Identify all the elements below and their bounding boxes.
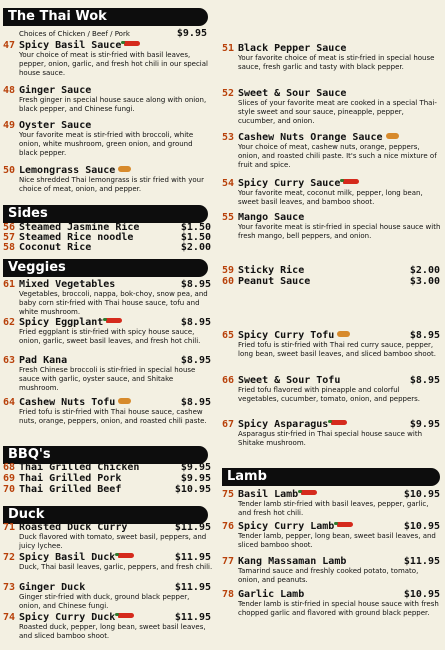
item-description: Fresh Chinese broccoli is stir-fried in special house sauce with garlic, oyster sauce, and Shitake mushroom.	[19, 366, 196, 393]
side-item-60	[222, 276, 442, 287]
menu-item-77	[222, 556, 442, 585]
item-number: 53	[222, 132, 235, 143]
menu-item-63	[3, 355, 213, 394]
cashew-icon	[386, 133, 399, 139]
menu-item-76	[222, 521, 442, 550]
menu-item-52	[222, 88, 442, 127]
chili-icon	[337, 522, 353, 527]
item-price: $9.95	[409, 419, 440, 430]
cashew-icon	[337, 331, 350, 337]
menu-item-61	[3, 279, 213, 318]
menu-item-65	[222, 330, 442, 359]
item-name: Basil Lamb	[238, 489, 299, 500]
item-name: Coconut Rice	[19, 242, 92, 253]
item-number: 50	[3, 165, 16, 176]
item-number: 60	[222, 276, 235, 287]
item-name: Ginger Duck	[19, 582, 86, 593]
item-price: $8.95	[180, 279, 211, 290]
item-name: Spicy Curry Duck	[19, 612, 116, 623]
chili-icon	[343, 179, 359, 184]
item-price: $3.00	[409, 276, 440, 287]
item-price: $11.95	[403, 556, 440, 567]
item-number: 51	[222, 43, 235, 54]
item-price: $11.95	[174, 612, 211, 623]
item-name: Spicy Curry Tofu	[238, 330, 335, 341]
item-price: $1.50	[180, 222, 211, 233]
item-description: Fresh ginger in special house sauce along with onion, black pepper, and Chinese fungi.	[19, 96, 207, 114]
item-price: $2.00	[180, 242, 211, 253]
item-description: Fried eggplant is stir-fried with spicy house sauce, onion, garlic, sweet basil leaves, and fresh hot chili.	[19, 328, 201, 346]
item-name: Spicy Eggplant	[19, 317, 104, 328]
item-price: $9.95	[180, 473, 211, 484]
item-number: 61	[3, 279, 16, 290]
menu-item-74	[3, 612, 213, 641]
menu-item-64	[3, 397, 213, 426]
side-item-59	[222, 265, 442, 276]
item-price: $10.95	[403, 589, 440, 600]
item-number: 48	[3, 85, 16, 96]
item-name: Thai Grilled Beef	[19, 484, 122, 495]
item-description: Your favorite meat is stir-fried in special house sauce with fresh mango, bell peppers, and onion.	[238, 223, 441, 241]
item-number: 71	[3, 522, 16, 533]
chili-icon	[106, 318, 122, 323]
menu-item-78	[222, 589, 442, 618]
wok-choice-note	[19, 30, 209, 38]
item-number: 64	[3, 397, 16, 408]
item-description: Vegetables, broccoli, nappa, bok-choy, snow pea, and baby corn stir-fried with Thai house sauce, tofu and white mushroom.	[19, 290, 208, 317]
chili-icon	[118, 553, 134, 558]
item-price: $9.95	[180, 462, 211, 473]
item-name: Steamed Rice noodle	[19, 232, 134, 243]
chili-icon	[331, 420, 347, 425]
menu-item-50	[3, 165, 213, 194]
wok-note-price: $9.95	[176, 28, 207, 39]
section-header-veggies: Veggies	[3, 259, 208, 277]
item-name: Spicy Curry Sauce	[238, 178, 341, 189]
menu-item-49	[3, 120, 213, 159]
item-description: Duck, Thai basil leaves, garlic, peppers, and fresh chili.	[19, 563, 213, 571]
menu-item-72	[3, 552, 213, 572]
item-name: Lemongrass Sauce	[19, 165, 116, 176]
menu-item-51	[222, 43, 442, 72]
item-number: 75	[222, 489, 235, 500]
item-price: $1.50	[180, 232, 211, 243]
item-name: Thai Grilled Chicken	[19, 462, 140, 473]
item-name: Roasted Duck Curry	[19, 522, 128, 533]
menu-item-62	[3, 317, 213, 346]
item-name: Peanut Sauce	[238, 276, 311, 287]
item-description: Slices of your favorite meat are cooked in a special Thai-style sweet and sour sauce, pineapple, pepper, cucumber, and onion.	[238, 99, 437, 126]
item-description: Tamarind sauce and freshly cooked potato, tomato, onion, and peanuts.	[238, 567, 419, 585]
item-price: $10.95	[174, 484, 211, 495]
item-description: Asparagus stir-fried in Thai special house sauce with Shitake mushroom.	[238, 430, 423, 448]
item-price: $11.95	[174, 522, 211, 533]
menu-item-47	[3, 40, 213, 79]
item-price: $2.00	[409, 265, 440, 276]
cashew-icon	[118, 398, 131, 404]
item-description: Fried tofu is stir-fried with Thai house sauce, cashew nuts, orange, peppers, onion, and roasted chili paste.	[19, 408, 207, 426]
menu-item-71	[3, 522, 213, 551]
item-description: Nice shredded Thai lemongrass is stir fried with your choice of meat, onion, and pepper.	[19, 176, 204, 194]
menu-item-53	[222, 132, 442, 171]
item-name: Black Pepper Sauce	[238, 43, 347, 54]
section-header-lamb: Lamb	[222, 468, 440, 486]
item-description: Your choice of meat is stir-fried with basil leaves, pepper, onion, garlic, and fresh hot chili in our special house sauce.	[19, 51, 208, 78]
chili-icon	[118, 613, 134, 618]
item-number: 54	[222, 178, 235, 189]
item-price: $8.95	[180, 397, 211, 408]
section-header-sides: Sides	[3, 205, 208, 223]
item-name: Spicy Basil Sauce	[19, 40, 122, 51]
chili-icon	[301, 490, 317, 495]
item-description: Duck flavored with tomato, sweet basil, peppers, and juicy lychee.	[19, 533, 207, 551]
item-number: 66	[222, 375, 235, 386]
item-number: 77	[222, 556, 235, 567]
item-number: 69	[3, 473, 16, 484]
item-number: 62	[3, 317, 16, 328]
menu-item-54	[222, 178, 442, 207]
bbq-item-69	[3, 473, 213, 484]
item-number: 72	[3, 552, 16, 563]
item-description: Tender lamb stir-fried with basil leaves, pepper, garlic, and fresh hot chili.	[238, 500, 429, 518]
item-number: 65	[222, 330, 235, 341]
menu-item-48	[3, 85, 213, 114]
item-name: Spicy Basil Duck	[19, 552, 116, 563]
item-number: 76	[222, 521, 235, 532]
item-description: Tender lamb, pepper, long bean, sweet basil leaves, and sliced bamboo shoot.	[238, 532, 436, 550]
item-price: $8.95	[180, 317, 211, 328]
item-number: 52	[222, 88, 235, 99]
item-number: 49	[3, 120, 16, 131]
item-number: 74	[3, 612, 16, 623]
item-description: Fried tofu flavored with pineapple and colorful vegetables, cucumber, tomato, onion, and peppers.	[238, 386, 421, 404]
item-name: Spicy Asparagus	[238, 419, 329, 430]
item-name: Ginger Sauce	[19, 85, 92, 96]
item-name: Thai Grilled Pork	[19, 473, 122, 484]
item-number: 47	[3, 40, 16, 51]
item-name: Sticky Rice	[238, 265, 305, 276]
item-name: Mango Sauce	[238, 212, 305, 223]
item-number: 58	[3, 242, 16, 253]
item-description: Roasted duck, pepper, long bean, sweet basil leaves, and sliced bamboo shoot.	[19, 623, 206, 641]
item-number: 59	[222, 265, 235, 276]
item-description: Ginger stir-fried with duck, ground black pepper, onion, and Chinese fungi.	[19, 593, 190, 611]
item-name: Mixed Vegetables	[19, 279, 116, 290]
item-name: Pad Kana	[19, 355, 68, 366]
item-name: Kang Massaman Lamb	[238, 556, 347, 567]
side-item-58	[3, 242, 213, 253]
item-description: Your choice of meat, cashew nuts, orange, peppers, onion, and roasted chili paste. It's such a nice mixture of fruit and spice.	[238, 143, 437, 170]
item-number: 70	[3, 484, 16, 495]
item-price: $11.95	[174, 552, 211, 563]
item-description: Your favorite choice of meat is stir-fried in special house sauce, fresh garlic and tasty with black pepper.	[238, 54, 435, 72]
wok-note-text: Choices of Chicken / Beef / Pork	[19, 30, 130, 38]
item-name: Spicy Curry Lamb	[238, 521, 335, 532]
item-number: 56	[3, 222, 16, 233]
item-number: 78	[222, 589, 235, 600]
item-number: 55	[222, 212, 235, 223]
item-name: Cashew Nuts Orange Sauce	[238, 132, 383, 143]
section-header-thai-wok: The Thai Wok	[3, 8, 208, 26]
menu-item-66	[222, 375, 442, 404]
item-price: $10.95	[403, 489, 440, 500]
item-price: $8.95	[409, 330, 440, 341]
section-header-duck: Duck	[3, 506, 208, 524]
item-name: Cashew Nuts Tofu	[19, 397, 116, 408]
section-header-bbq: BBQ's	[3, 446, 208, 464]
item-description: Your favorite meat, coconut milk, pepper, long bean, sweet basil leaves, and bamboo shoot.	[238, 189, 423, 207]
item-number: 63	[3, 355, 16, 366]
item-price: $8.95	[180, 355, 211, 366]
item-name: Oyster Sauce	[19, 120, 92, 131]
bbq-item-68	[3, 462, 213, 473]
item-name: Sweet & Sour Tofu	[238, 375, 341, 386]
bbq-item-70	[3, 484, 213, 495]
item-number: 68	[3, 462, 16, 473]
item-name: Steamed Jasmine Rice	[19, 222, 140, 233]
item-price: $11.95	[174, 582, 211, 593]
item-number: 67	[222, 419, 235, 430]
item-price: $10.95	[403, 521, 440, 532]
item-name: Sweet & Sour Sauce	[238, 88, 347, 99]
menu-item-73	[3, 582, 213, 611]
item-price: $8.95	[409, 375, 440, 386]
menu-item-67	[222, 419, 442, 448]
item-name: Garlic Lamb	[238, 589, 305, 600]
menu-item-75	[222, 489, 442, 518]
chili-icon	[124, 41, 140, 46]
item-description: Fried tofu is stir-fried with Thai red curry sauce, pepper, long bean, sweet basil leaves, and sliced bamboo shoot.	[238, 341, 436, 359]
item-description: Your favorite meat is stir-fried with broccoli, white onion, white mushroom, green onion, and ground black pepper.	[19, 131, 194, 158]
menu-item-55	[222, 212, 442, 241]
item-number: 73	[3, 582, 16, 593]
cashew-icon	[118, 166, 131, 172]
item-number: 57	[3, 232, 16, 243]
item-description: Tender lamb is stir-fried in special house sauce with fresh chopped garlic and flavored with ground black pepper.	[238, 600, 439, 618]
